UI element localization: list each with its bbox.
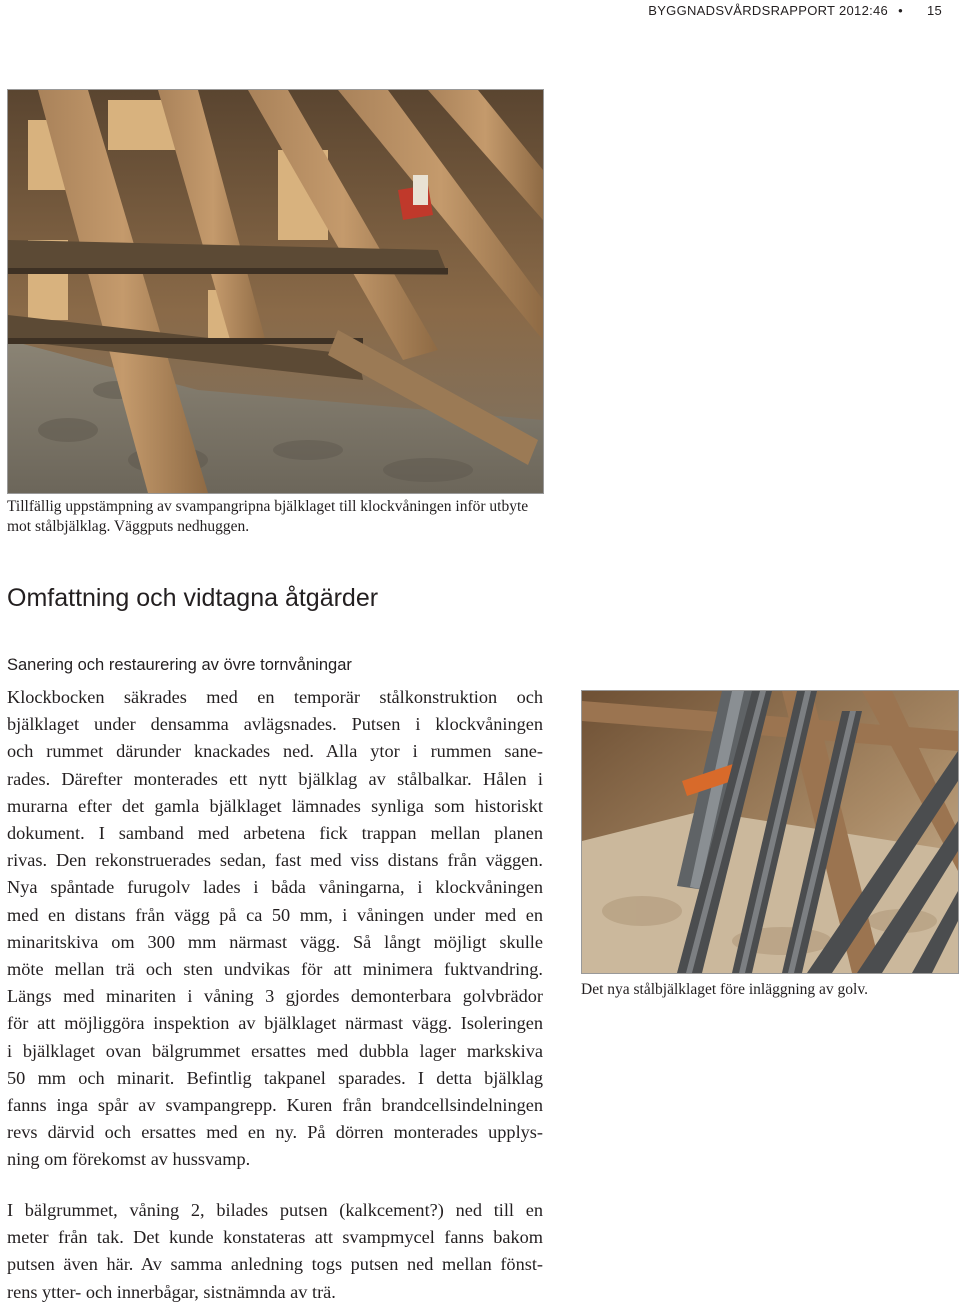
text-line: rivas. Den rekonstruerades sedan, fast med viss distans från väggen.: [7, 850, 543, 871]
section-title: Omfattning och vidtagna åtgärder: [7, 584, 379, 612]
body-paragraph-2: [7, 1197, 543, 1306]
text-line: ning om förekomst av hussvamp.: [7, 1149, 251, 1170]
text-line: murarna efter det gamla bjälklaget lämnades synliga som historiskt: [7, 795, 543, 816]
text-line: och rummet därunder knackades ned. Alla ytor i rummen sane-: [7, 741, 543, 762]
text-line: rades. Därefter monterades ett nytt bjälklag av stålbalkar. Hålen i: [7, 768, 543, 789]
body-paragraph-1: [7, 684, 543, 1174]
running-head: [648, 0, 942, 20]
text-line: 50 mm och minarit. Befintlig takpanel sparades. I detta bjälklag: [7, 1067, 543, 1088]
figure-caption-2: Det nya stålbjälklaget före inläggning av golv.: [581, 981, 868, 998]
figure-caption-1: Tillfällig uppstämpning av svampangripna bjälklaget till klockvåningen inför utbyte mot stålbjälklag. Väggputs nedhuggen.: [7, 498, 529, 535]
text-line: i bjälklaget ovan bälgrummet ersattes med dubbla lager markskiva: [7, 1040, 543, 1061]
text-line: rens ytter- och innerbågar, sistnämnda av trä.: [7, 1281, 336, 1302]
bullet-separator: •: [898, 2, 903, 18]
text-line: för att möjliggöra inspektion av bjälklaget närmast vägg. Isoleringen: [7, 1013, 543, 1034]
text-line: I bälgrummet, våning 2, bilades putsen (kalkcement?) ned till en: [7, 1200, 543, 1220]
photo-beams-shoring: [7, 89, 544, 494]
text-line: minaritskiva om 300 mm närmast vägg. Så långt möjligt skulle: [7, 931, 543, 952]
text-line: revs därvid och ersattes med en ny. På dörren monterades upplys-: [7, 1122, 543, 1143]
publication-title: BYGGNADSVÅRDSRAPPORT 2012:46: [648, 2, 889, 18]
text-line: meter från tak. Det kunde konstateras att svampmycel fanns bakom: [7, 1227, 543, 1248]
section-subtitle: Sanering och restaurering av övre tornvåningar: [7, 656, 352, 674]
page-number: 15: [926, 2, 942, 18]
text-line: med en distans från vägg på ca 50 mm, i våningen under med en: [7, 904, 543, 925]
text-line: bjälklaget under densamma avlägsnades. Putsen i klockvåningen: [7, 714, 543, 735]
text-line: Nya spåntade furugolv lades i båda våningarna, i klockvåningen: [7, 877, 543, 898]
text-line: fanns inga spår av svampangrepp. Kuren från brandcellsindelningen: [7, 1095, 543, 1116]
text-line: dokument. I samband med arbetena fick trappan mellan planen: [7, 823, 543, 844]
photo-steel-joists: [581, 690, 959, 974]
text-line: putsen även här. Av samma anledning togs putsen ned mellan fönst-: [7, 1254, 543, 1275]
text-line: Klockbocken säkrades med en temporär stålkonstruktion och: [7, 687, 543, 707]
text-line: Längs med minariten i våning 3 gjordes demonterbara golvbrädor: [7, 986, 543, 1007]
text-line: möte mellan trä och sten undvikas för att minimera fuktvandring.: [7, 959, 543, 980]
